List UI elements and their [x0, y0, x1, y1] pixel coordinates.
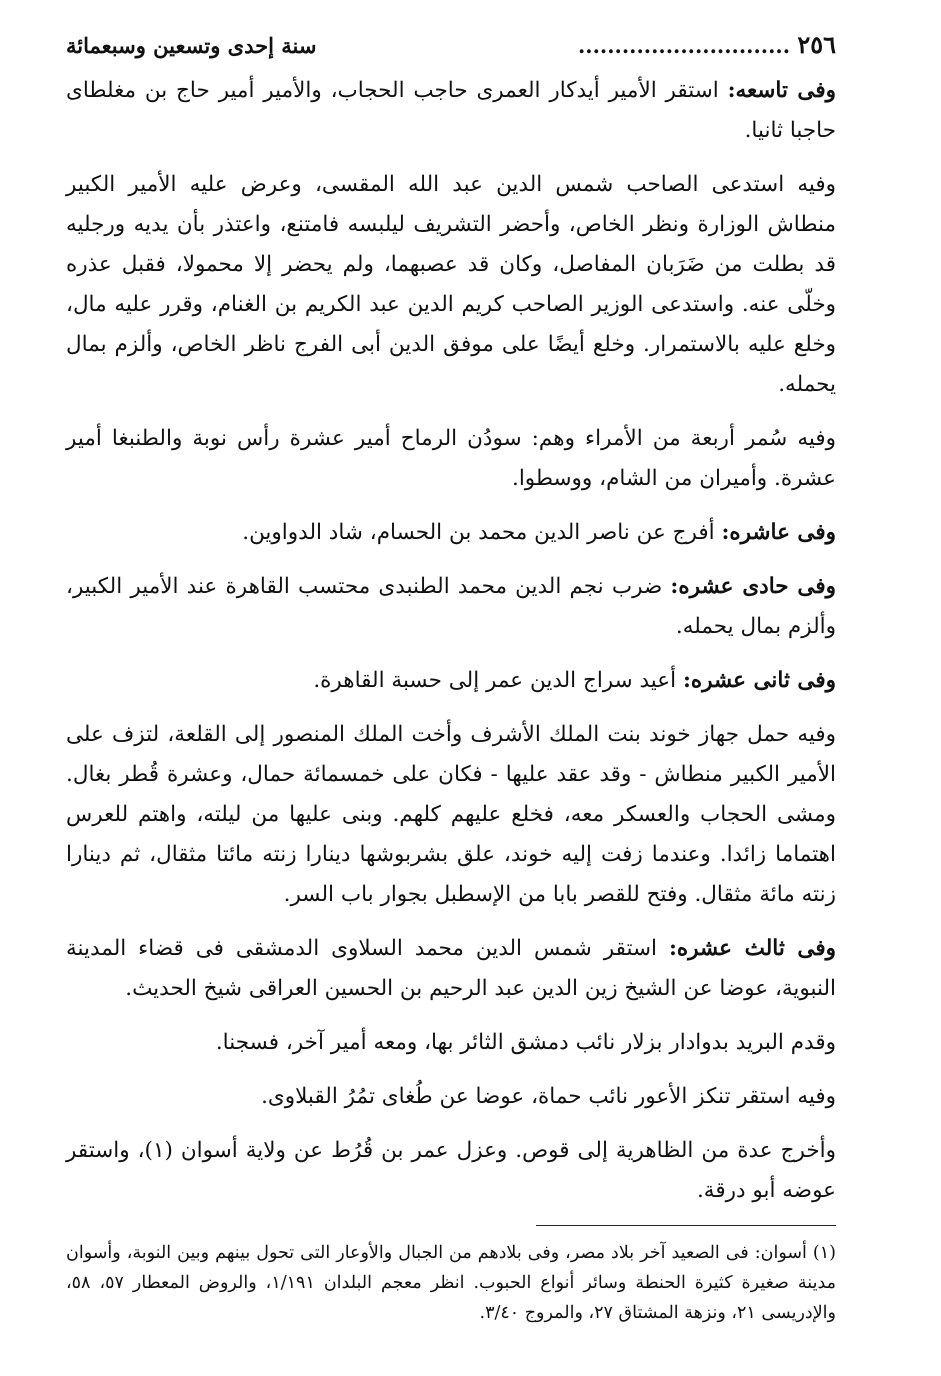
- paragraph-text: ضرب نجم الدين محمد الطنبدى محتسب القاهرة عند الأمير الكبير، وألزم بمال يحمله.: [66, 574, 836, 639]
- paragraph-text: وقدم البريد بدوادار بزلار نائب دمشق الثائر بها، ومعه أمير آخر، فسجنا.: [215, 1030, 836, 1055]
- paragraph-lead: وفى ثالث عشره:: [668, 936, 836, 961]
- paragraph-text: استقر الأمير أيدكار العمرى حاجب الحجاب، والأمير أمير حاج بن مغلطاى حاجبا ثانيا.: [66, 78, 836, 143]
- paragraph-lead: وفى تاسعه:: [727, 78, 837, 103]
- paragraph-text: أفرج عن ناصر الدين محمد بن الحسام، شاد الدواوين.: [242, 520, 722, 545]
- paragraph: [66, 929, 836, 1009]
- paragraph-lead: وفى حادى عشره:: [670, 574, 836, 599]
- document-page: [66, 30, 836, 1328]
- paragraph: [66, 1023, 836, 1063]
- paragraph: [66, 419, 836, 499]
- paragraph-text: أعيد سراج الدين عمر إلى حسبة القاهرة.: [313, 668, 683, 693]
- paragraph: [66, 1131, 836, 1211]
- footnote-divider: [536, 1225, 836, 1226]
- page-number: ٢٥٦: [797, 30, 836, 59]
- paragraph-text: وأخرج عدة من الظاهرية إلى قوص. وعزل عمر بن قُرُط عن ولاية أسوان (١)، واستقر عوضه أبو درقة.: [66, 1138, 837, 1203]
- footnote-text: (١) أسوان: فى الصعيد آخر بلاد مصر، وفى بلادهم من الجبال والأوعار التى تحول بينهم وبين النوبة، وأسوان مدينة صغيرة كثيرة الحنطة وسائر أنواع الحبوب. انظر معجم البلدان ١/١٩١، والروض المعطار ٥٧، ٥٨، والإدريسى ٢١، ونزهة المشتاق ٢٧، والمروج ٣/٤٠.: [66, 1243, 836, 1323]
- paragraph: [66, 1077, 836, 1117]
- running-title: سنة إحدى وتسعين وسبعمائة: [66, 33, 317, 58]
- header-dots: .............................: [577, 33, 791, 58]
- paragraph: [66, 165, 836, 405]
- page-header-left: [578, 30, 836, 59]
- page-header: [66, 30, 836, 61]
- paragraph-text: استقر شمس الدين محمد السلاوى الدمشقى فى قضاء المدينة النبوية، عوضا عن الشيخ زين الدين عبد الرحيم بن الحسين العراقى شيخ الحديث.: [66, 936, 836, 1001]
- paragraph: [66, 71, 836, 151]
- paragraph-text: وفيه استقر تنكز الأعور نائب حماة، عوضا عن طُغاى تمُرُ القبلاوى.: [261, 1084, 836, 1109]
- paragraph: [66, 715, 836, 915]
- paragraph-text: وفيه سُمر أربعة من الأمراء وهم: سودُن الرماح أمير عشرة رأس نوبة والطنبغا أمير عشرة. وأميران من الشام، ووسطوا.: [66, 426, 836, 491]
- paragraph: [66, 567, 836, 647]
- paragraph-text: وفيه حمل جهاز خوند بنت الملك الأشرف وأخت الملك المنصور إلى القلعة، لتزف على الأمير الكبير منطاش - وقد عقد عليها - فكان على خمسمائة حمال، وعشرة قُطر بغال. ومشى الحجاب والعسكر معه، فخلع عليهم كلهم. وبنى عليها من ليلته، واهتم للعرس اهتماما زائدا. وعندما زفت إليه خوند، علق بشربوشها دينارا زنته مائتا مثقال، ثم دينارا زنته مائة مثقال. وفتح للقصر بابا من الإسطبل بجوار باب السر.: [66, 722, 836, 907]
- paragraph-text: وفيه استدعى الصاحب شمس الدين عبد الله المقسى، وعرض عليه الأمير الكبير منطاش الوزارة ونظر الخاص، وأحضر التشريف ليلبسه فامتنع، واعتذر بأن يديه ورجليه قد بطلت من ضَرَبان المفاصل، وكان قد عصبهما، ولم يحضر إلا محمولا، فقبل عذره وخلّى عنه. واستدعى الوزير الصاحب كريم الدين عبد الكريم بن الغنام، وقرر عليه مال، وخلع عليه بالاستمرار. وخلع أيضًا على موفق الدين أبى الفرج ناظر الخاص، وألزم بمال يحمله.: [66, 172, 836, 397]
- footnote: [66, 1238, 836, 1328]
- body-text: [66, 71, 836, 1211]
- paragraph-lead: وفى عاشره:: [721, 520, 836, 545]
- paragraph: [66, 661, 836, 701]
- paragraph: [66, 513, 836, 553]
- paragraph-lead: وفى ثانى عشره:: [682, 668, 836, 693]
